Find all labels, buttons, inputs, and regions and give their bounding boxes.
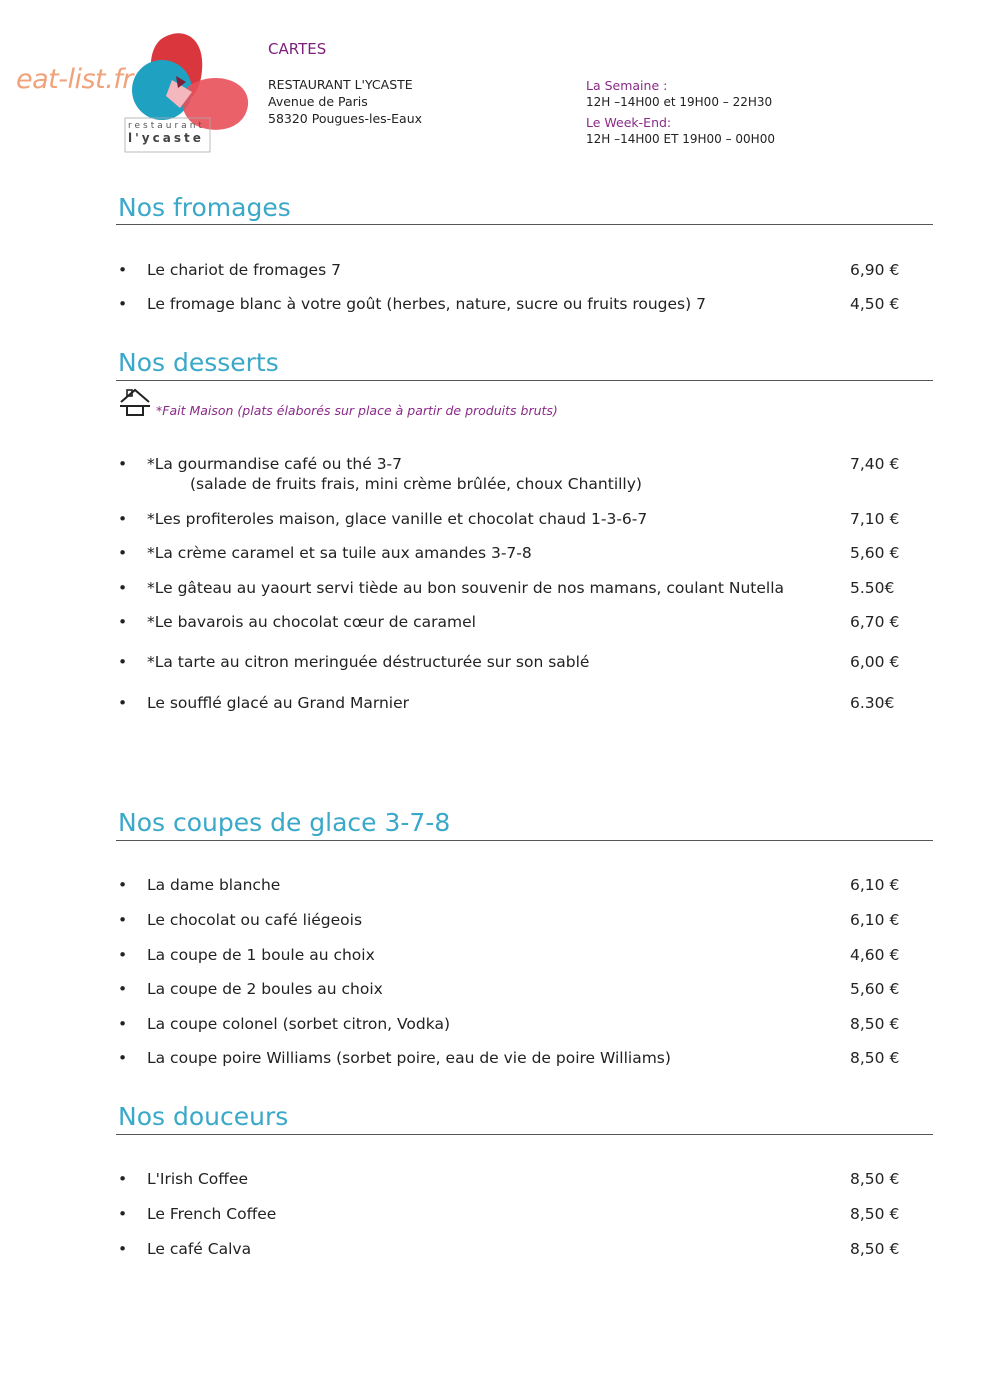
section-title-fromages: Nos fromages (118, 193, 291, 222)
bullet: • (118, 1170, 128, 1188)
week-hours: 12H –14H00 et 19H00 – 22H30 (586, 95, 773, 109)
item-label: La coupe de 2 boules au choix (147, 980, 383, 998)
item-label: *Les profiteroles maison, glace vanille et chocolat chaud 1-3-6-7 (147, 510, 648, 528)
item-price: 6,00 € (850, 653, 900, 671)
item-price: 4,50 € (850, 295, 900, 313)
item-price: 8,50 € (850, 1205, 900, 1223)
logo-text-name: l'ycaste (128, 131, 204, 145)
item-label: La coupe de 1 boule au choix (147, 946, 375, 964)
weekend-label: Le Week-End: (586, 115, 672, 130)
item-price: 7,10 € (850, 510, 900, 528)
item-price: 8,50 € (850, 1240, 900, 1258)
weekend-hours: 12H –14H00 ET 19H00 – 00H00 (586, 132, 775, 146)
item-label: Le soufflé glacé au Grand Marnier (147, 694, 410, 712)
section-title-desserts: Nos desserts (118, 348, 279, 377)
fait-maison-icon (118, 386, 152, 418)
item-price: 6,70 € (850, 613, 900, 631)
item-price: 8,50 € (850, 1049, 900, 1067)
item-price: 6,90 € (850, 261, 900, 279)
bullet: • (118, 694, 128, 712)
item-label: Le café Calva (147, 1240, 252, 1258)
item-price: 6,10 € (850, 911, 900, 929)
item-price: 5,60 € (850, 980, 900, 998)
fait-maison-note: *Fait Maison (plats élaborés sur place à partir de produits bruts) (156, 403, 558, 418)
week-label: La Semaine : (586, 78, 668, 93)
bullet: • (118, 980, 128, 998)
item-label: *La gourmandise café ou thé 3-7 (147, 455, 403, 473)
divider (116, 224, 933, 225)
address-line-1: RESTAURANT L'YCASTE (268, 77, 413, 92)
bullet: • (118, 1049, 128, 1067)
bullet: • (118, 876, 128, 894)
bullet: • (118, 295, 128, 313)
item-label: Le French Coffee (147, 1205, 277, 1223)
bullet: • (118, 544, 128, 562)
item-label: La dame blanche (147, 876, 281, 894)
item-price: 5.50€ (850, 579, 895, 597)
item-label: *Le gâteau au yaourt servi tiède au bon souvenir de nos mamans, coulant Nutella (147, 579, 784, 597)
item-description: (salade de fruits frais, mini crème brûlée, choux Chantilly) (190, 475, 642, 493)
bullet: • (118, 510, 128, 528)
item-price: 6.30€ (850, 694, 895, 712)
item-label: *Le bavarois au chocolat cœur de caramel (147, 613, 476, 631)
item-label: La coupe colonel (sorbet citron, Vodka) (147, 1015, 451, 1033)
item-price: 8,50 € (850, 1015, 900, 1033)
item-label: L'Irish Coffee (147, 1170, 249, 1188)
item-price: 5,60 € (850, 544, 900, 562)
bullet: • (118, 946, 128, 964)
bullet: • (118, 455, 128, 473)
divider (116, 380, 933, 381)
item-price: 8,50 € (850, 1170, 900, 1188)
watermark: eat-list.fr (16, 64, 133, 95)
address-line-3: 58320 Pougues-les-Eaux (268, 111, 423, 126)
address-line-2: Avenue de Paris (268, 94, 368, 109)
bullet: • (118, 261, 128, 279)
bullet: • (118, 1015, 128, 1033)
item-label: Le chocolat ou café liégeois (147, 911, 363, 929)
item-label: Le fromage blanc à votre goût (herbes, nature, sucre ou fruits rouges) 7 (147, 295, 706, 313)
bullet: • (118, 613, 128, 631)
item-label: *La crème caramel et sa tuile aux amandes 3-7-8 (147, 544, 532, 562)
section-title-glaces: Nos coupes de glace 3-7-8 (118, 808, 451, 837)
section-title-douceurs: Nos douceurs (118, 1102, 289, 1131)
item-price: 4,60 € (850, 946, 900, 964)
page-title: CARTES (268, 40, 327, 58)
item-price: 7,40 € (850, 455, 900, 473)
divider (116, 840, 933, 841)
bullet: • (118, 653, 128, 671)
bullet: • (118, 1240, 128, 1258)
bullet: • (118, 1205, 128, 1223)
item-label: La coupe poire Williams (sorbet poire, eau de vie de poire Williams) (147, 1049, 671, 1067)
item-label: Le chariot de fromages 7 (147, 261, 341, 279)
item-label: *La tarte au citron meringuée déstructurée sur son sablé (147, 653, 590, 671)
bullet: • (118, 579, 128, 597)
bullet: • (118, 911, 128, 929)
item-price: 6,10 € (850, 876, 900, 894)
divider (116, 1134, 933, 1135)
logo-text-restaurant: restaurant (128, 121, 205, 131)
